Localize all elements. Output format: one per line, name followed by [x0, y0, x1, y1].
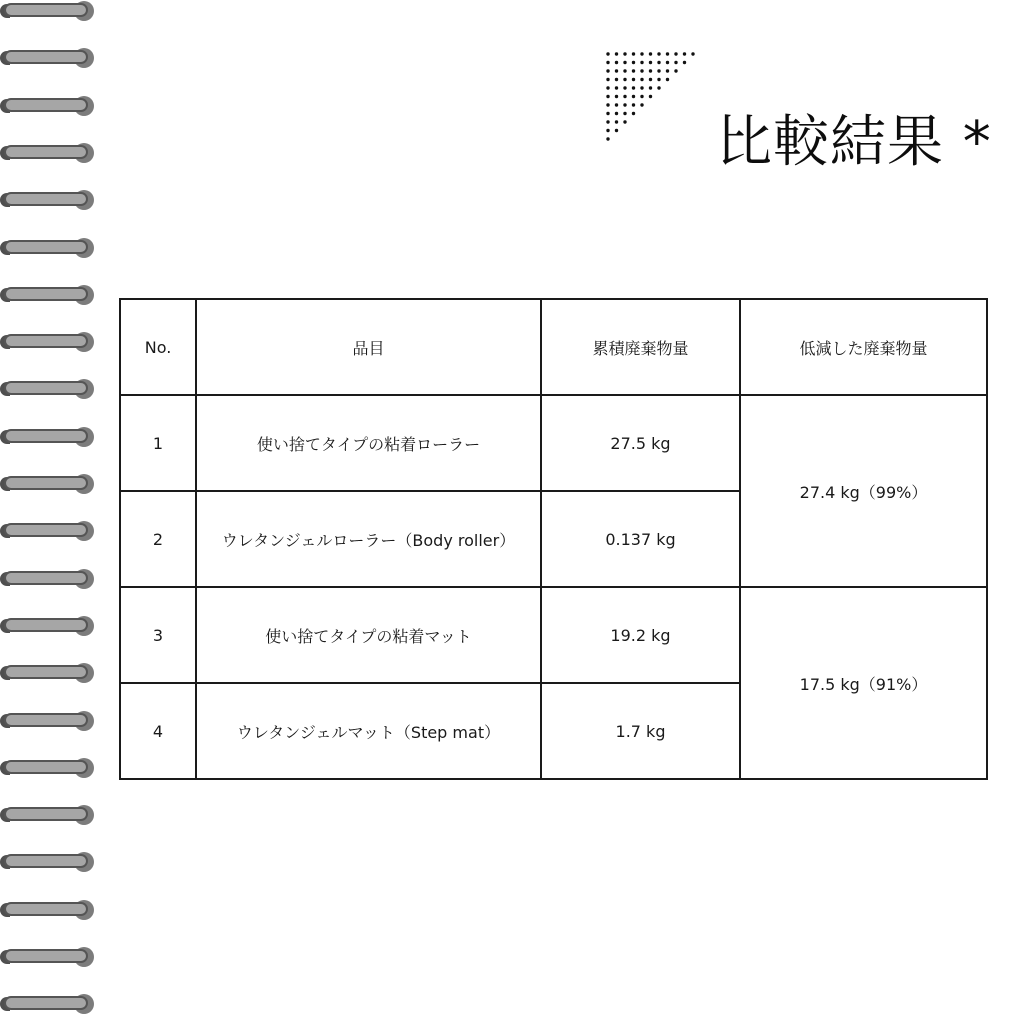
table-row [120, 395, 987, 491]
row-item: ウレタンジェルマット（Step mat） [196, 683, 541, 779]
binding-ring [0, 710, 96, 732]
row-no: 2 [120, 491, 196, 587]
page-title: 比較結果 * [716, 110, 992, 175]
binding-ring [0, 851, 96, 873]
row-item: ウレタンジェルローラー（Body roller） [196, 491, 541, 587]
row-amount: 27.5 kg [541, 395, 740, 491]
binding-ring [0, 142, 96, 164]
table-row [120, 587, 987, 683]
dotted-triangle-decoration [604, 50, 704, 150]
row-no: 1 [120, 395, 196, 491]
binding-ring [0, 946, 96, 968]
binding-ring [0, 473, 96, 495]
binding-ring [0, 615, 96, 637]
row-amount: 1.7 kg [541, 683, 740, 779]
binding-ring [0, 568, 96, 590]
binding-ring [0, 899, 96, 921]
binding-ring [0, 47, 96, 69]
row-item: 使い捨てタイプの粘着マット [196, 587, 541, 683]
header-no: No. [120, 299, 196, 395]
binding-ring [0, 520, 96, 542]
row-amount: 0.137 kg [541, 491, 740, 587]
binding-ring [0, 0, 96, 22]
binding-ring [0, 331, 96, 353]
binding-ring [0, 284, 96, 306]
binding-ring [0, 993, 96, 1015]
row-reduction: 27.4 kg（99%） [740, 395, 987, 587]
binding-ring [0, 95, 96, 117]
header-reduced-waste: 低減した廃棄物量 [740, 299, 987, 395]
header-cumulative-waste: 累積廃棄物量 [541, 299, 740, 395]
row-amount: 19.2 kg [541, 587, 740, 683]
binding-ring [0, 189, 96, 211]
row-item: 使い捨てタイプの粘着ローラー [196, 395, 541, 491]
row-no: 4 [120, 683, 196, 779]
binding-ring [0, 426, 96, 448]
binding-ring [0, 804, 96, 826]
spiral-binding [0, 0, 100, 1024]
binding-ring [0, 662, 96, 684]
binding-ring [0, 757, 96, 779]
row-no: 3 [120, 587, 196, 683]
binding-ring [0, 378, 96, 400]
header-item: 品目 [196, 299, 541, 395]
table-header-row [120, 299, 987, 395]
binding-ring [0, 237, 96, 259]
comparison-table [119, 298, 986, 778]
row-reduction: 17.5 kg（91%） [740, 587, 987, 779]
